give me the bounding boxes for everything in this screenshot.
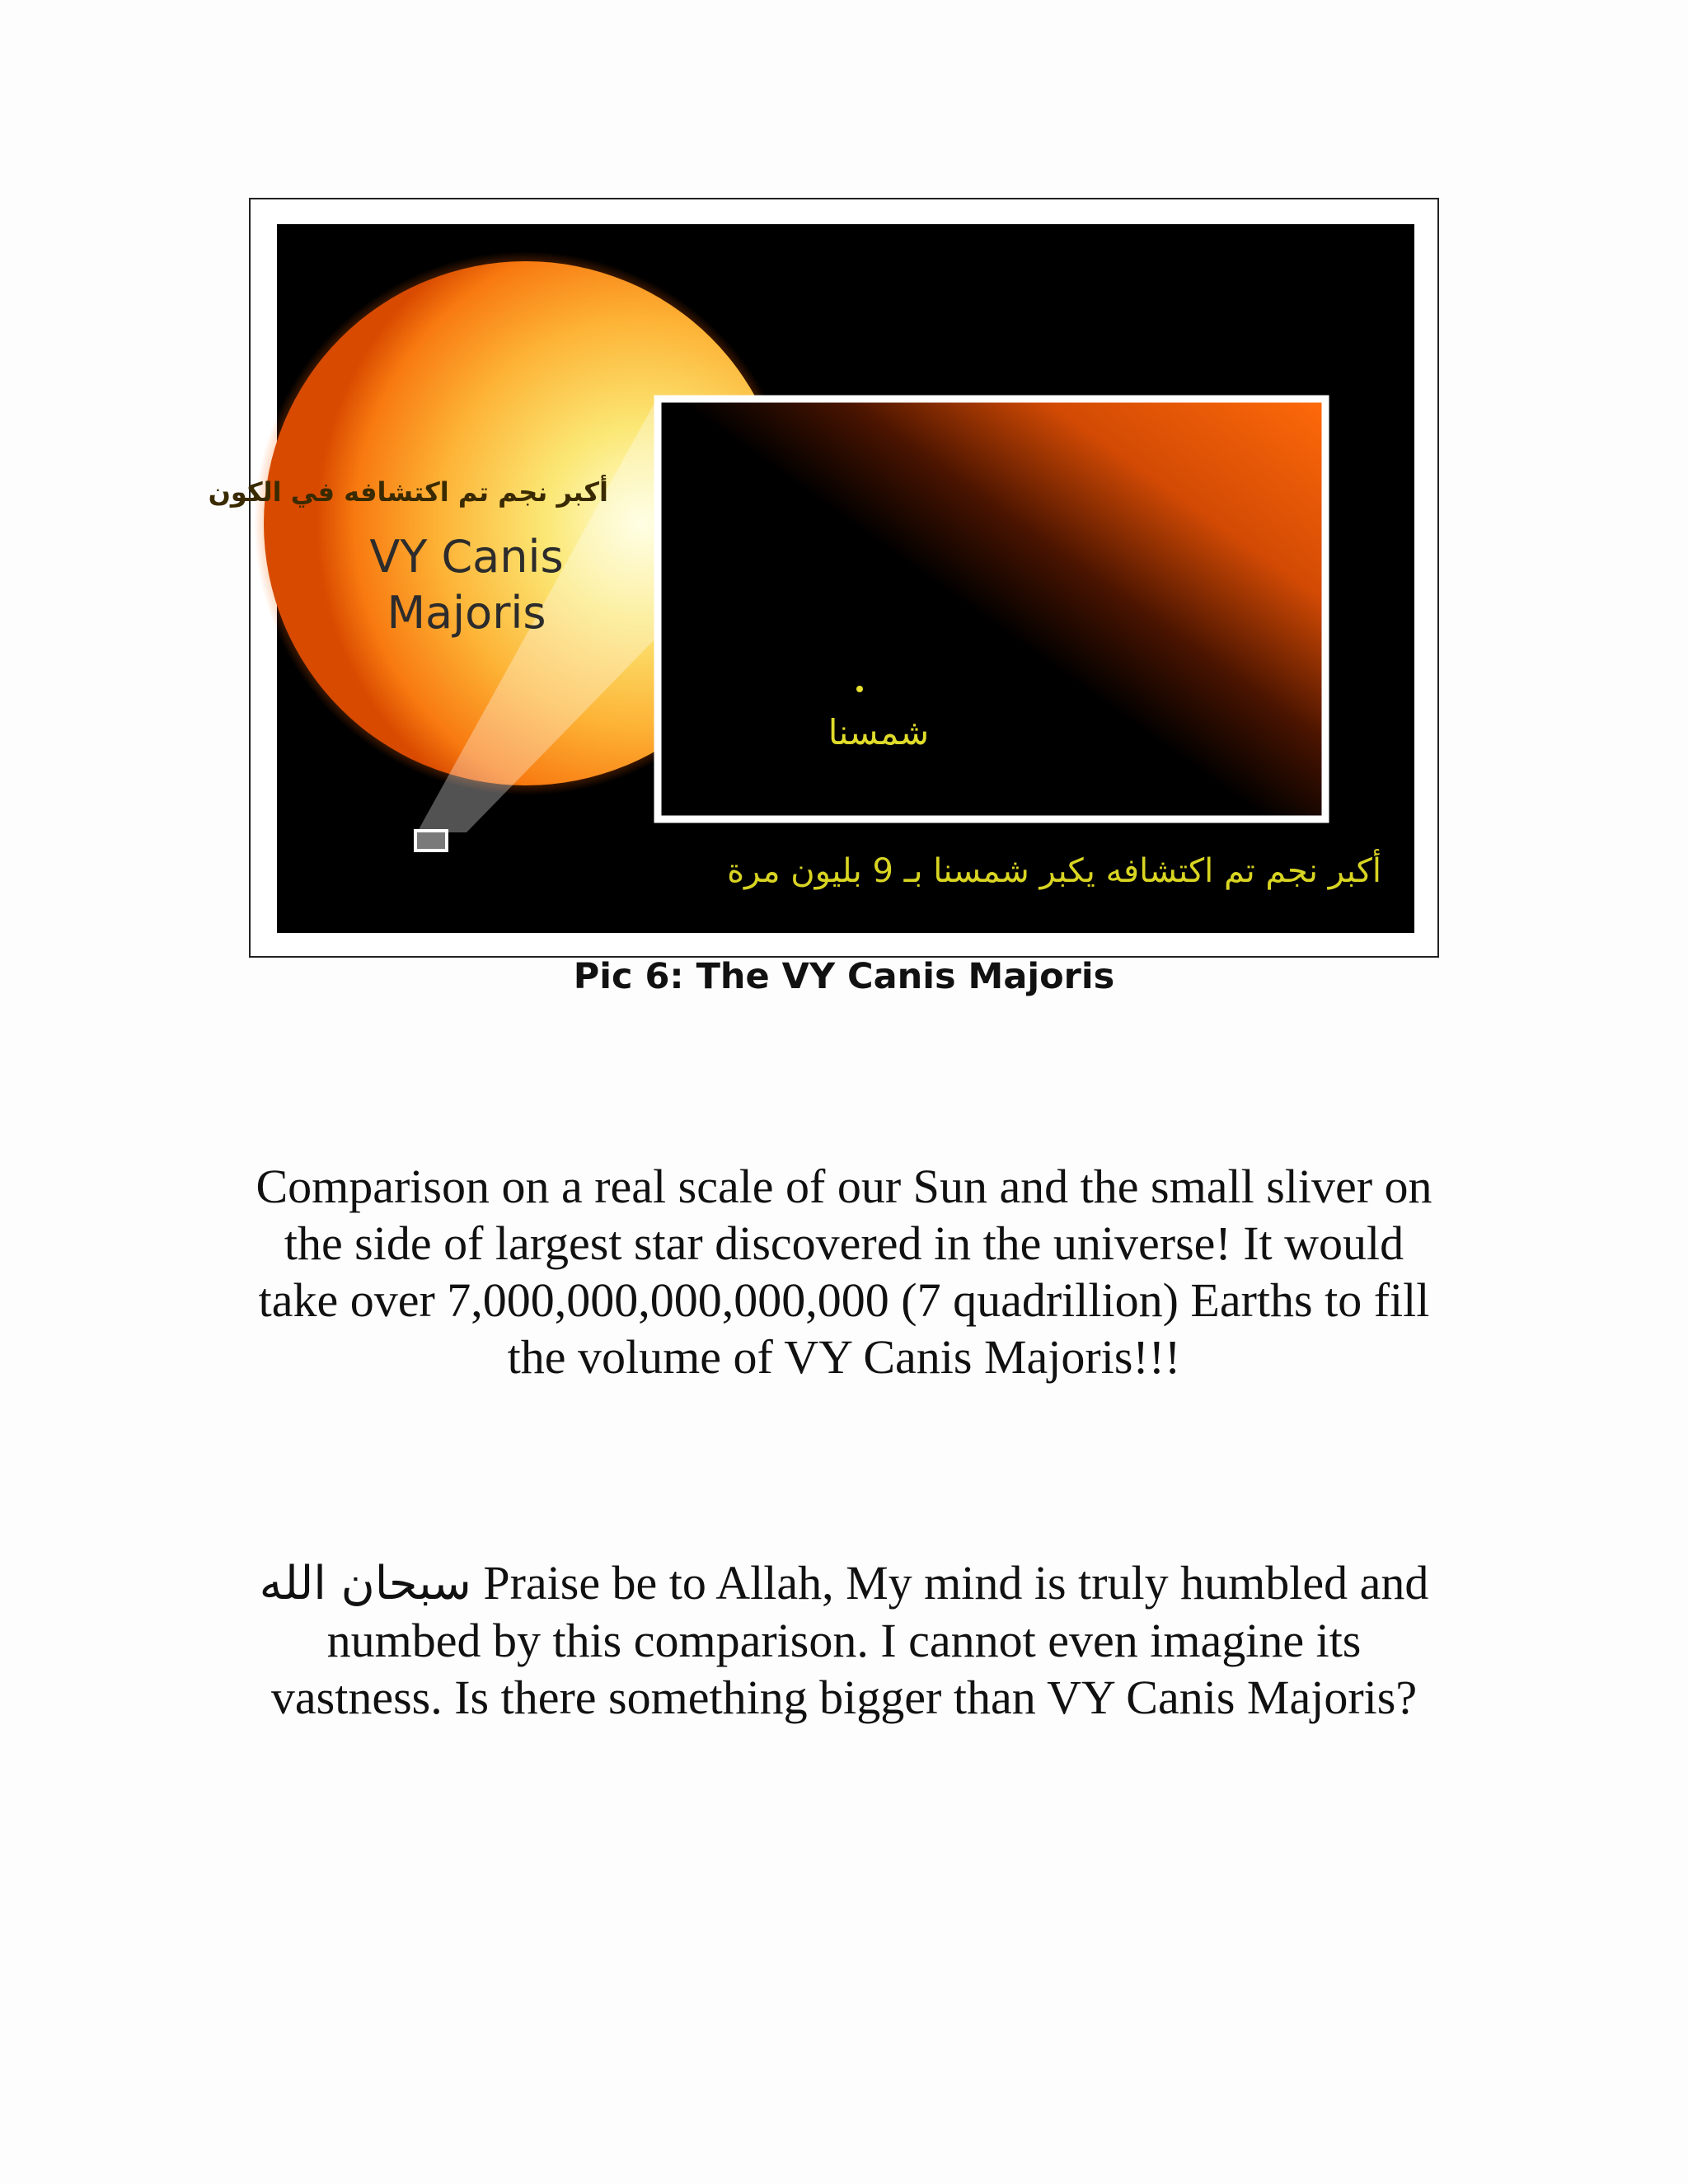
star-name-label: VY Canis Majoris: [369, 531, 564, 639]
zoomed-view-box: [658, 399, 1325, 819]
arabic-phrase: سبحان الله: [259, 1557, 471, 1610]
comparison-arabic-caption: أكبر نجم تم اكتشافه يكبر شمسنا بـ 9 بليون مرة: [727, 852, 1381, 890]
star-comparison-image: [208, 224, 1414, 933]
sun-label: شمسنا: [828, 712, 930, 752]
zoom-source-box: [415, 831, 447, 851]
figure-caption: Pic 6: The VY Canis Majoris: [573, 956, 1115, 997]
reflection-paragraph: [247, 1554, 1441, 1726]
sun-dot: [856, 686, 863, 692]
star-arabic-caption: أكبر نجم تم اكتشافه في الكون: [208, 476, 608, 508]
comparison-paragraph: Comparison on a real scale of our Sun and the small sliver on the side of largest star discovered in the universe! It would take over 7,000,000,000,000,000 (7 quadrillion) Earths to fill the volume of VY Canis Majoris!!!: [256, 1160, 1432, 1384]
figure-frame: [208, 198, 1439, 958]
reflection-text: Praise be to Allah, My mind is truly humbled and numbed by this comparison. I cannot even imagine its vastness. Is there something bigger than VY Canis Majoris?: [270, 1556, 1429, 1724]
